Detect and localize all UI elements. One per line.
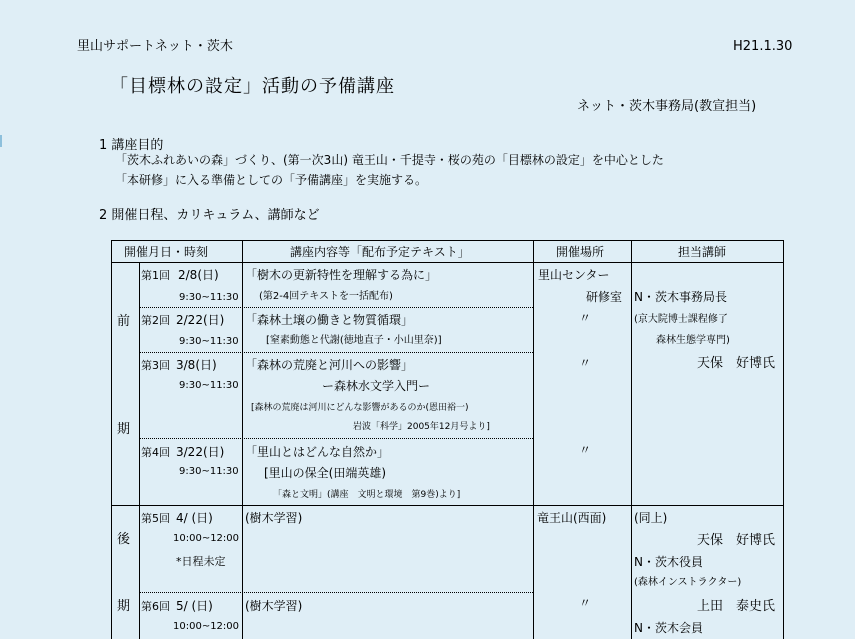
table-row-2-time: 9:30~11:30 xyxy=(179,336,239,347)
table-row-4-content: 「里山とはどんな自然か」 xyxy=(245,445,390,459)
table-row-6-time: 10:00~12:00 xyxy=(173,621,240,632)
col-header-place: 開催場所 xyxy=(556,245,605,259)
table-row-6-date: 5/ (日) xyxy=(176,599,213,613)
table-row-2-place: 〃 xyxy=(579,311,592,325)
table-row-1-time: 9:30~11:30 xyxy=(179,292,239,303)
lecturer-front-line2: (京大院博士課程修了 xyxy=(634,314,728,325)
office-name: ネット・茨木事務局(教宣担当) xyxy=(577,99,757,114)
table-row-1-place: 里山センター xyxy=(538,268,610,282)
table-row-6-no: 第6回 xyxy=(141,600,170,613)
table-row-4-date: 3/22(日) xyxy=(176,445,225,459)
section1-line1: 「茨木ふれあいの森」づくり、(第一次3山) 竜王山・千提寺・桜の苑の「目標林の設定」を中心とした xyxy=(115,153,664,167)
period-front-label-2: 期 xyxy=(117,422,131,437)
table-row-6-content: (樹木学習) xyxy=(245,599,303,613)
section1-line2: 「本研修」に入る準備としての「予備講座」を実施する。 xyxy=(115,173,428,187)
table-row-2-note: [窒素動態と代謝(徳地直子・小山里奈)] xyxy=(266,335,442,346)
table-row-1-content: 「樹木の更新特性を理解する為に」 xyxy=(245,268,438,282)
table-row-5-extra: *日程未定 xyxy=(176,555,226,568)
lecturer-back-name1: 天保 好博氏 xyxy=(697,533,776,548)
table-row-1-date: 2/8(日) xyxy=(178,268,219,282)
table-row-2-date: 2/22(日) xyxy=(176,313,225,327)
col-header-content: 講座内容等「配布予定テキスト」 xyxy=(290,245,470,259)
section2-heading: 2 開催日程、カリキュラム、講師など xyxy=(99,208,320,223)
org-name: 里山サポートネット・茨木 xyxy=(77,39,233,54)
table-row-5-no: 第5回 xyxy=(141,512,170,525)
table-row-3-content: 「森林の荒廃と河川への影響」 xyxy=(245,358,414,372)
table-row-5-date: 4/ (日) xyxy=(176,511,213,525)
table-row-3-place: 〃 xyxy=(579,356,592,370)
table-row-1-no: 第1回 xyxy=(141,269,170,282)
period-back-label-1: 後 xyxy=(117,532,131,547)
table-row-3-note1: [森林の荒廃は河川にどんな影響があるのか(恩田裕一) xyxy=(251,403,469,413)
table-row-4-subtitle: [里山の保全(田端英雄) xyxy=(264,466,387,480)
col-header-lecturer: 担当講師 xyxy=(678,245,727,259)
table-row-3-no: 第3回 xyxy=(141,359,170,372)
lecturer-front-name: 天保 好博氏 xyxy=(697,356,776,371)
table-row-5-content: (樹木学習) xyxy=(245,511,303,525)
page-margin-marker xyxy=(0,135,2,147)
period-back-label-2: 期 xyxy=(117,599,131,614)
table-row-3-time: 9:30~11:30 xyxy=(179,380,239,391)
lecturer-back-line4: (森林インストラクター) xyxy=(634,577,742,588)
page-title: 「目標林の設定」活動の予備講座 xyxy=(110,76,395,97)
section1-heading: 1 講座目的 xyxy=(99,138,164,153)
table-row-4-no: 第4回 xyxy=(141,446,170,459)
table-row-5-place: 竜王山(西面) xyxy=(537,511,607,525)
lecturer-back-line6: N・茨木会員 xyxy=(634,621,703,635)
table-row-4-note: 「森と文明」(講座 文明と環境 第9巻)より] xyxy=(273,490,461,500)
lecturer-front-line1: N・茨木事務局長 xyxy=(634,290,727,304)
table-row-3-date: 3/8(日) xyxy=(176,358,217,372)
col-header-datetime: 開催月日・時刻 xyxy=(124,245,209,259)
lecturer-front-line3: 森林生態学専門) xyxy=(656,335,730,346)
table-row-5-time: 10:00~12:00 xyxy=(173,533,240,544)
table-row-1-place-room: 研修室 xyxy=(586,290,623,304)
table-row-3-note2: 岩波「科学」2005年12月号より] xyxy=(353,422,490,432)
period-front-label-1: 前 xyxy=(117,314,131,329)
table-row-6-place: 〃 xyxy=(579,596,592,610)
table-row-4-time: 9:30~11:30 xyxy=(179,466,239,477)
lecturer-back-line3: N・茨木役員 xyxy=(634,555,703,569)
table-row-1-note: (第2-4回テキストを一括配布) xyxy=(259,291,393,302)
table-row-3-subtitle: ー森林水文学入門ー xyxy=(322,379,431,393)
document-date: H21.1.30 xyxy=(733,39,793,54)
lecturer-back-line1: (同上) xyxy=(634,511,668,525)
table-row-4-place: 〃 xyxy=(579,443,592,457)
table-row-2-no: 第2回 xyxy=(141,314,170,327)
lecturer-back-name2: 上田 泰史氏 xyxy=(697,599,776,614)
table-row-2-content: 「森林土壌の働きと物質循環」 xyxy=(245,313,414,327)
